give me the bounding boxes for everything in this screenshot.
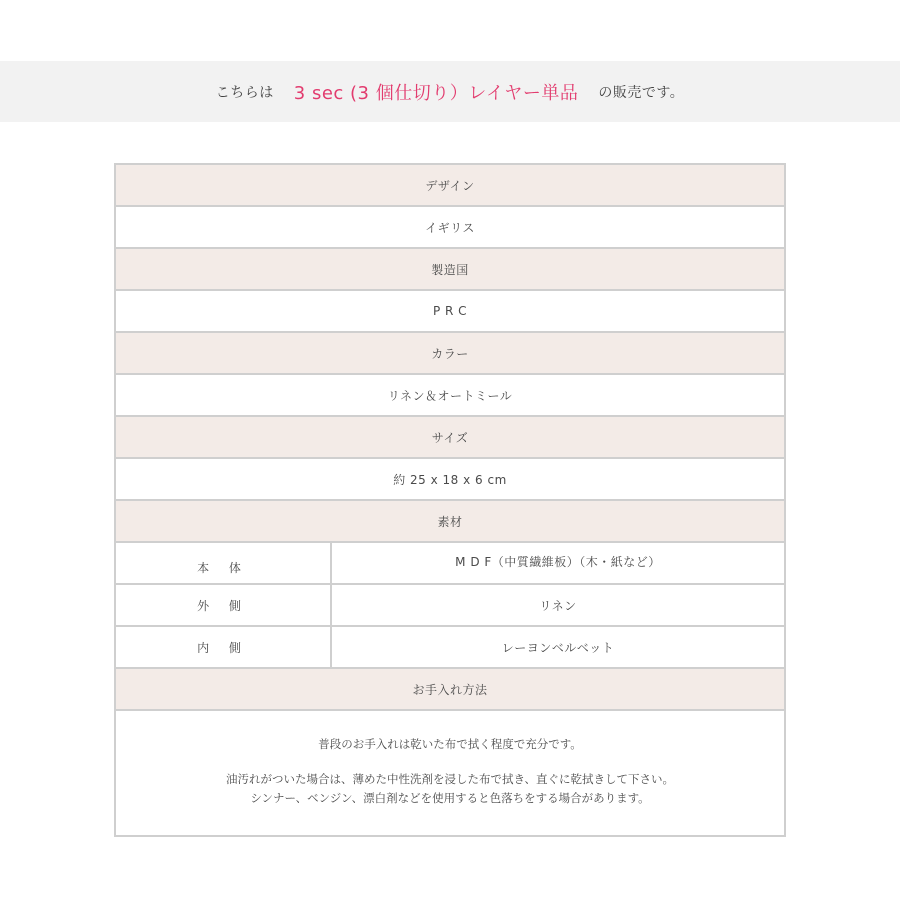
care-instructions (116, 711, 784, 837)
care-line: 油汚れがついた場合は、薄めた中性洗剤を浸した布で拭き、直ぐに乾拭きして下さい。 (225, 772, 675, 786)
material-part-value: M D F（中質繊維板）（木・紙など） (455, 554, 661, 569)
care-line: 普段のお手入れは乾いた布で拭く程度で充分です。 (318, 737, 582, 751)
product-banner (0, 61, 900, 122)
design-value: イギリス (116, 207, 784, 249)
material-part-label: 内 側 (116, 627, 332, 667)
banner-product-name: 3 sec (3 個仕切り）レイヤー単品 (293, 82, 579, 104)
material-part-label: 外 側 (116, 585, 332, 625)
size-header: サイズ (116, 417, 784, 459)
material-part-label: 本 体 (116, 543, 332, 583)
color-header: カラー (116, 333, 784, 375)
material-header: 素材 (116, 501, 784, 543)
material-part-value: レーヨンベルベット (501, 640, 615, 655)
design-header: デザイン (116, 165, 784, 207)
material-part-value: リネン (539, 598, 577, 613)
care-header: お手入れ方法 (116, 669, 784, 711)
origin-header: 製造国 (116, 249, 784, 291)
material-row-outer (116, 585, 784, 627)
material-row-body (116, 543, 784, 585)
banner-prefix: こちらは (215, 84, 274, 101)
material-row-inner (116, 627, 784, 669)
origin-value: P R C (116, 291, 784, 333)
spec-table (114, 163, 786, 837)
banner-suffix: の販売です。 (598, 84, 685, 101)
size-value: 約 25 x 18 x 6 cm (116, 459, 784, 501)
care-line: シンナー、ベンジン、漂白剤などを使用すると色落ちをする場合があります。 (250, 791, 650, 805)
color-value: リネン＆オートミール (116, 375, 784, 417)
